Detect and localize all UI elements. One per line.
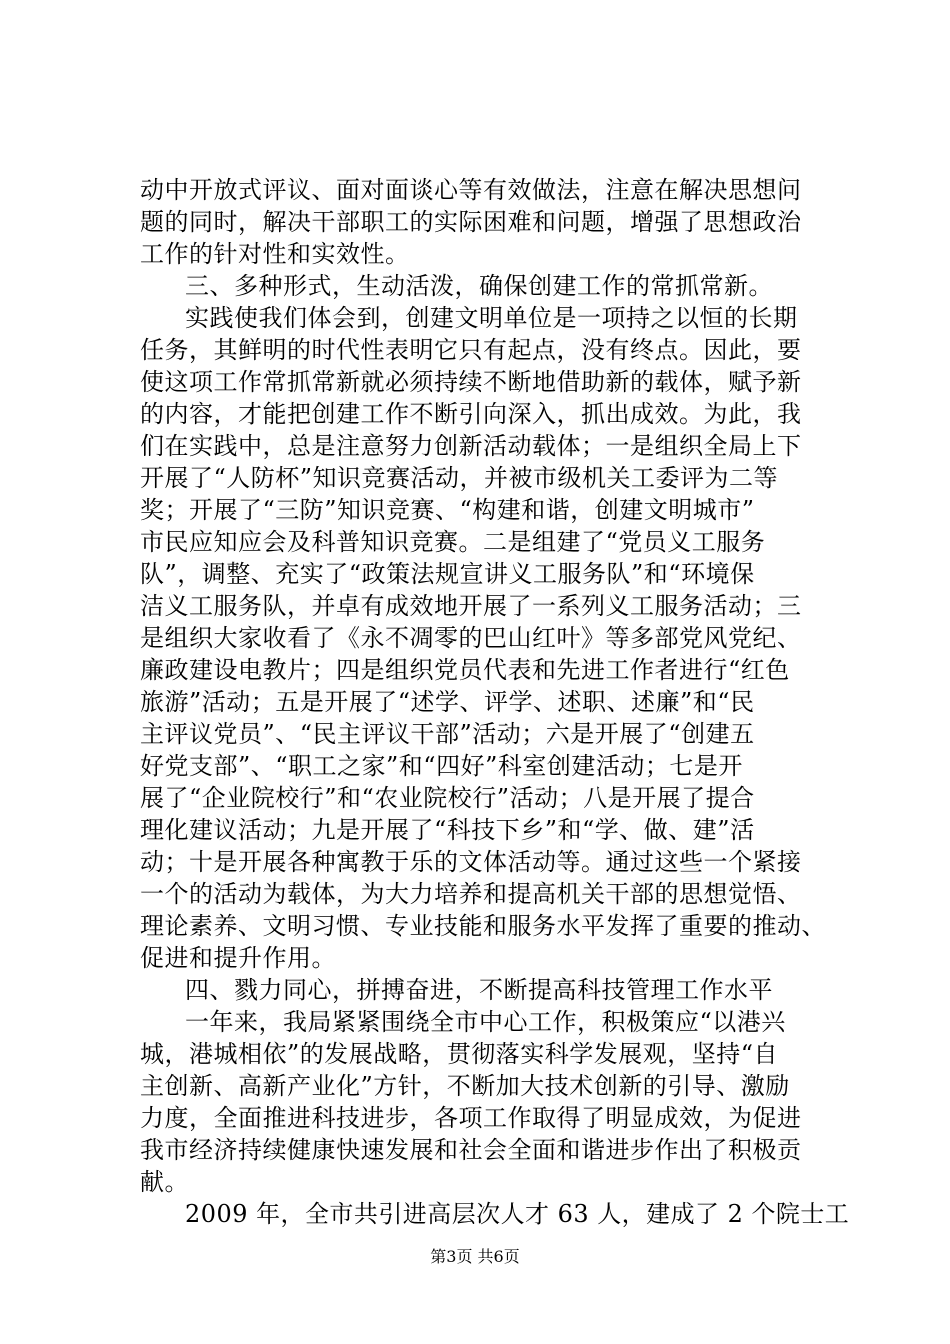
body-text-line: 开展了“人防杯”知识竞赛活动，并被市级机关工委评为二等 [140, 464, 779, 492]
page-footer: 第3页 共6页 [430, 1247, 520, 1266]
body-text-line: 促进和提升作用。 [140, 944, 336, 972]
body-text-line: 任务，其鲜明的时代性表明它只有起点，没有终点。因此，要 [140, 336, 802, 364]
body-text-line: 是组织大家收看了《永不凋零的巴山红叶》等多部党风党纪、 [140, 624, 802, 652]
body-text-line: 奖；开展了“三防”知识竞赛、“构建和谐，创建文明城市” [140, 496, 755, 524]
body-text-line: 理化建议活动；九是开展了“科技下乡”和“学、做、建”活 [140, 816, 755, 844]
body-text-line: 理论素养、文明习惯、专业技能和服务水平发挥了重要的推动、 [140, 912, 826, 940]
body-text-line: 市民应知应会及科普知识竞赛。二是组建了“党员义工服务 [140, 528, 766, 556]
body-text-line: 洁义工服务队，并卓有成效地开展了一系列义工服务活动；三 [140, 592, 802, 620]
body-text-line: 城，港城相依”的发展战略，贯彻落实科学发展观，坚持“自 [140, 1040, 779, 1068]
body-text-line: 一个的活动为载体，为大力培养和提高机关干部的思想觉悟、 [140, 880, 802, 908]
body-text-line: 好党支部”、“职工之家”和“四好”科室创建活动；七是开 [140, 752, 743, 780]
body-text-line: 题的同时，解决干部职工的实际困难和问题，增强了思想政治 [140, 208, 802, 236]
body-text-line: 使这项工作常抓常新就必须持续不断地借助新的载体，赋予新 [140, 368, 802, 396]
body-text-line: 动中开放式评议、面对面谈心等有效做法，注意在解决思想问 [140, 176, 802, 204]
section-heading: 四、戮力同心，拼搏奋进，不断提高科技管理工作水平 [185, 976, 773, 1004]
body-text-line: 主评议党员”、“民主评议干部”活动；六是开展了“创建五 [140, 720, 755, 748]
body-text-line: 队”，调整、充实了“政策法规宣讲义工服务队”和“环境保 [140, 560, 755, 588]
body-text-line: 工作的针对性和实效性。 [140, 240, 410, 268]
body-text-line: 实践使我们体会到，创建文明单位是一项持之以恒的长期 [185, 304, 798, 332]
body-text-line: 2009 年，全市共引进高层次人才 63 人，建成了 2 个院士工 [185, 1200, 850, 1228]
body-text-line: 主创新、高新产业化”方针，不断加大技术创新的引导、激励 [140, 1072, 790, 1100]
body-text-line: 我市经济持续健康快速发展和社会全面和谐进步作出了积极贡 [140, 1136, 802, 1164]
body-text-line: 展了“企业院校行”和“农业院校行”活动；八是开展了提合 [140, 784, 755, 812]
body-text-line: 的内容，才能把创建工作不断引向深入，抓出成效。为此，我 [140, 400, 802, 428]
body-text-line: 廉政建设电教片；四是组织党员代表和先进工作者进行“红色 [140, 656, 790, 684]
body-text-line: 动；十是开展各种寓教于乐的文体活动等。通过这些一个紧接 [140, 848, 802, 876]
body-text-line: 献。 [140, 1168, 189, 1196]
body-text-line: 们在实践中，总是注意努力创新活动载体；一是组织全局上下 [140, 432, 802, 460]
body-text-line: 力度，全面推进科技进步，各项工作取得了明显成效，为促进 [140, 1104, 802, 1132]
body-text-line: 一年来，我局紧紧围绕全市中心工作，积极策应“以港兴 [185, 1008, 786, 1036]
section-heading: 三、多种形式，生动活泼，确保创建工作的常抓常新。 [185, 272, 773, 300]
body-text-line: 旅游”活动；五是开展了“述学、评学、述职、述廉”和“民 [140, 688, 755, 716]
